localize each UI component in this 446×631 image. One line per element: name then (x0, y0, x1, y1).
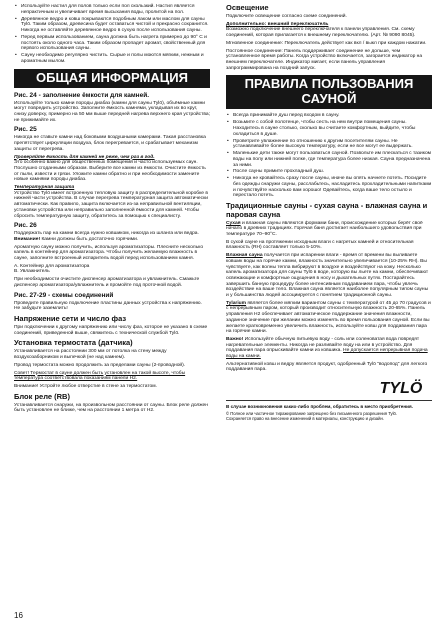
important-paragraph (226, 337, 432, 360)
page-number: 16 (14, 611, 23, 620)
fig26-cleaning-text: При необходимости очистите диспенсер ароматизатора и увлажнитель. Смажьте диспенсер ароматизатора/увлажнитель и промойте под проточной водой. (14, 277, 200, 288)
fig25-text: Никогда не ставьте камни над боковыми воздушными камерами. Такая расстановка препятствует циркуляции воздуха, блок перегревается, и срабатывает механизм защиты от перегрева. (14, 135, 206, 152)
left-column (14, 4, 210, 416)
traditional-sauna-heading: Традиционные сауны - сухая сауна - влажная сауна и паровая сауна (226, 201, 428, 219)
care-bullet: • Деревянное ведро и ковш покрываются подобным лаком или маслом для сауны Tylö. Таким образом, древесина будет оставаться чистой и прекрасно сохранится. Никогда не оставляйте деревянное ведро в сухую после использования сауны. (21, 17, 210, 34)
important-underlined: Не допускается непрерывная подача воды на камни. (226, 348, 428, 360)
fig26-text-2: Камни должны быть достаточно горячими. (41, 236, 139, 242)
contact-note: В случае возникновения каких-либо проблем, обратитесь в место приобретения. (226, 404, 413, 410)
general-info-banner: ОБЩАЯ ИНФОРМАЦИЯ (14, 69, 210, 88)
rule-bullet: • После сауны примите прохладный душ. (233, 169, 432, 175)
dry-sauna-lead: Сухая (226, 220, 241, 226)
rule-bullet: • Маленькие дети также могут пользоваться сауной. Позвольте им плескаться с тазиком воды на полу или нижней полке, где температура более низкая. Сауна предназначена за ними. (233, 151, 432, 168)
sauna-rules-list (226, 113, 432, 199)
important-text: Используйте обычную питьевую воду - соль или соленоватая вода повредят нагревательные элементы. Никогда не разливайте воду на или в устройство. Для поддавания пара опрыскивайте камни из ковшика. (226, 336, 420, 354)
rule-bullet: • Возьмите с собой полотенце, чтобы сесть на нем внутри помещения сауны. Находитесь в сауне столько, сколько вы считаете комфортным, выйдите, чтобы охладиться в душе. (233, 120, 432, 137)
wet-sauna-lead: Влажная сауна (226, 253, 263, 259)
rule-bullet: • Всегда принимайте душ перед входом в сауну. (233, 113, 432, 119)
fig25-heading: Рис. 25 (14, 126, 37, 134)
thermostat-heading: Установка термостата (датчика) (14, 338, 133, 348)
fill-stones-text: Используйте только камни породы диабаз (камни для сауны Tylö), объёмные камни могут повредить устройство. Заполните ёмкость камнями, укладывая их во круг, снизу доверху, примерно на 50 мм выше передней нагрева верхнего края устройства; не прижимайте их. (14, 100, 210, 123)
check-stones-heading: Проверяйте ёмкость для камней не реже, чем раз в год. (14, 154, 155, 160)
fig26-text: Поддержать пар на камни всегда нужно ковшиком, никогда из шланга или ведра. (14, 231, 199, 237)
tylarium-text: является более мягким вариантом сауны с температурой от 45 до 70 градусов и с непрерывным паром, который производит относительную влажность 20-65%. Панель управления Н2 обеспечивает автоматическое поддержание значения влажности, заданное значение при желании можно изменять во время пользования сауной. Если вы желаете кратковременно увеличить влажность, используйте ковш для поддавания пара на горячие камни. (226, 300, 431, 335)
fill-stones-heading: Рис. 24 - заполнение ёмкости для камней. (14, 91, 150, 99)
temp-protection-text: Устройство Tylö имеет встроенную тепловую защиту в распределительной коробке в нижней части устройства. В случае перегрева температурная защита автоматически автоматически. Как правило, защита включается из-за неправильной вентиляции, установки устройства или неправильно заполненной ёмкости для камней. Чтобы сбросить температурную защиту, обратитесь за помощью к специалисту. (14, 190, 208, 219)
fig26-paragraph (14, 231, 210, 242)
rule-bullet: • Никогда не кровайтесь сразу после сауны, иначе вы опять начнете потеть. Посидите без одежды снаружи сауны, расслабьтесь, насладитесь прохладительными напитками и почувствуйте насколько вам хорошо! Одевайтесь, когда ваше тело остыло и перестало потеть. (233, 176, 432, 199)
lighting-heading: Освещение (226, 3, 269, 12)
relay-heading: Блок реле (RB) (14, 391, 70, 401)
sauna-rules-banner-line: САУНОЙ (301, 90, 357, 106)
dry-sauna-text-2: В сухой сауне на протяжении исходным влаги с нагретых камней и относительная влажность (RH) составляет только 5-10%. (226, 239, 414, 251)
care-bullet-list (14, 4, 210, 65)
fig26-label-a: A. Контейнер для ароматизатора (14, 263, 90, 269)
copyright-note: © Полное или частичное тиражирование запрещено без письменного разрешения Tylö. (226, 410, 398, 416)
relay-text: Устанавливается снаружи, на произвольном расстоянии от сауны. Блок реле должен быть установлен не ближе, чем на расстоянии 1 метра от Н2. (14, 402, 208, 414)
tylo-logo (376, 378, 426, 396)
wet-sauna-paragraph (226, 253, 432, 299)
wet-sauna-text: получается при испарении влаги - время от времени вы выливаете ковшик воды на горячие камни, влажность значительно увеличивается (10-25% RH). Вы чувствуете, как волны тепла вибрируют в воздухе и воздействуют на кожу. Несколько капель ароматизатора для сауны Tylö в воде, которую вы льете на камни, обеспечивают освежающие и комфортные ощущения в носу и дыхательных путях. Постарайтесь завершить банную процедуру более интенсивным поддаванием пара, чтобы увлечь воздействие на ваше тело. Влажная сауна является наиболее популярным типом сауны и у большинства людей ассоциируется с понятием традиционной сауны. (226, 253, 429, 299)
thermostat-tip: Совет! Термостат в сауне должен быть установлен на такой высоте, чтобы температура соответствовала показаниям панели Н2. (14, 370, 186, 382)
important-lead: Важно! (226, 336, 244, 342)
care-bullet: • Используйте настил для полов только если пол скользкий. Настил является непрактичным и увеличивает время высыхания воды, пролитой на пол. (21, 4, 210, 15)
fig27-text: Проведите правильную подключение пластины данных устройства к напряжению. (14, 300, 202, 306)
dry-sauna-paragraph (226, 221, 432, 238)
rule-bullet: • Проветрите увлажнение по отношению к другим посетителям сауны. Не устанавливайте более высокую температуру, если не все могут ее выдержать. (233, 139, 432, 150)
power-text: При подключении к другому напряжению или числу фаз, которое не указано в схеме соединений, приведенной выше, свяжитесь с технической службой Tylö. (14, 324, 208, 336)
tylarium-paragraph (226, 301, 432, 335)
sauna-rules-banner-line: ПРАВИЛА ПОЛЬЗОВАНИЯ (244, 76, 414, 92)
alternative-text: Альтернативной ковш и ведру является продукт, одобренный Tylö "водопод" для легкого поддавания пара. (226, 361, 428, 373)
fig26-heading: Рис. 26 (14, 222, 37, 230)
lighting-text: Подключите освещение согласно схеме соединений. (226, 14, 347, 19)
logo-row (226, 376, 432, 401)
check-stones-text: Это особенно важно для общественных помещений и часто используемых саун. Послушно сгоданными образом. Выберите все камни из ёмкости. Очистите ёмкость от пыли, извести и грязи. Уложите камни обратно и при необходимости замените новые камнями породы диабаз. (14, 160, 206, 183)
external-switch-text: Возможно подключение внешнего переключателя к панели управления. См. схему соединений, которая прилагается к внешнему переключателю. (Арт. № 9090 8045). (226, 27, 416, 39)
care-bullet: • Сауну необходимо регулярно чистить. Сырые и полы моются мягким, нежным и ароматным мылом. (21, 53, 210, 64)
care-bullet: • Перед первым использованием, сауна должна быть нагрета примерно до 90° С и постоять около одного часа. Таким образом пропадет аромат, свойственный для первого использования сауны. (21, 35, 210, 52)
temp-protection-heading: Температурная защита (14, 185, 75, 191)
tylo-logo-text: TYLÖ (379, 380, 423, 397)
fig27-warning: Не забудьте заземлить! (14, 306, 68, 312)
tylarium-lead: Tylarium (226, 300, 247, 306)
rights-note: Сохраняется право на внесение изменений в материалы, конструкцию и дизайн. (226, 415, 384, 421)
fig27-heading: Рис. 27-29 - схемы соединений (14, 291, 114, 299)
thermostat-text-2: Провод термостата можно продолжить за пределами сауны (2-проводной). (14, 362, 186, 368)
fig26-label-b: B. Увлажнитель (14, 269, 50, 275)
fig26-aroma-text: Ароматную сауну можно получить, используя ароматизаторы. Плесните несколько капель в контейнер для ароматизатора. Чтобы получить желаемую влажность в сауне, заполните встроенный испаритель водой перед использованием камня. (14, 244, 204, 262)
fig26-warning: Внимание! (14, 236, 41, 242)
sauna-rules-banner (226, 75, 432, 109)
dry-sauna-text: и влажная сауны являются формами бани, происхождение которых берёт своё начало в древних традициях. Горячая баня достигает наибольшего удовольствия при температуре 70–90°С. (226, 220, 423, 238)
right-column (226, 4, 432, 422)
power-heading: Напряжение сети и число фаз (14, 313, 127, 323)
external-switch-heading: Дополнительно: внешний переключатель (226, 21, 329, 27)
external-switch-text-2: Мгновенное соединение: Переключатель действует как вкл / выкл при каждом нажатии. (226, 40, 427, 46)
thermostat-text: Устанавливается на расстоянии 300 мм от потолка на стену между воздухозаборником и выпечкой (не над камнем). (14, 349, 167, 361)
thermostat-text-3: Внимание! Устройте любое отверстие в стене за термостатом. (14, 383, 157, 389)
external-switch-text-3: Постоянное соединение: Панель поддерживает соединение не дольше, чем установленное время работы. Когда устройство включается, загорается индикатор на внешнем переключателе. Индикатор мигает, если панель управления запрограммирована на поздний запуск. (226, 48, 423, 71)
